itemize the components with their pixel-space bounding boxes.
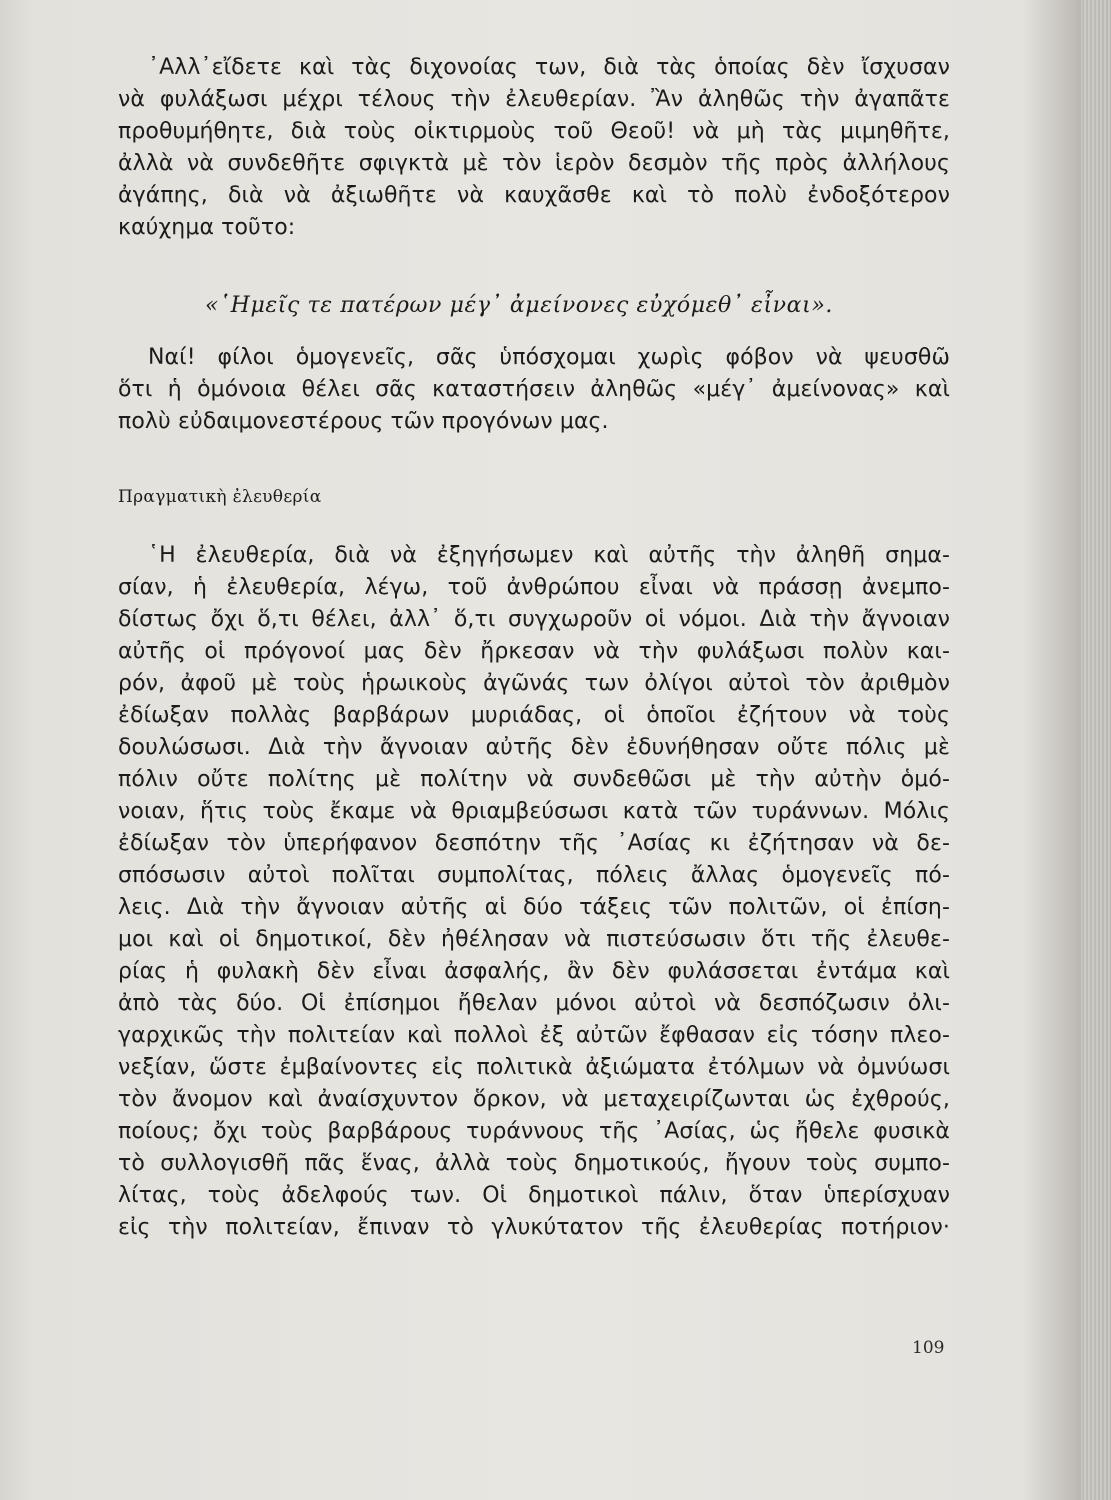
para3-line: γαρχικῶς τὴν πολιτείαν καὶ πολλοὶ ἐξ αὐτῶν ἔφθασαν εἰς τόσην πλεο- [118, 1023, 950, 1048]
para3-line: ἐδίωξαν πολλὰς βαρβάρων μυριάδας, οἱ ὁποῖοι ἐζήτουν νὰ τοὺς [118, 703, 950, 728]
para2-line: Ναί! φίλοι ὁμογενεῖς, σᾶς ὑπόσχομαι χωρὶς φόβον νὰ ψευσθῶ [148, 345, 950, 370]
para2-line: πολὺ εὐδαιμονεστέρους τῶν προγόνων μας. [118, 409, 609, 434]
para3-line: δίστως ὄχι ὅ,τι θέλει, ἀλλ᾿ ὅ,τι συγχωροῦν οἱ νόμοι. Διὰ τὴν ἄγνοιαν [118, 607, 950, 632]
para3-line: σπόσωσιν αὐτοὶ πολῖται συμπολίτας, πόλεις ἄλλας ὁμογενεῖς πό- [118, 863, 950, 888]
para1-line: ᾿Αλλ᾿εἴδετε καὶ τὰς διχονοίας των, διὰ τὰς ὁποίας δὲν ἴσχυσαν [148, 55, 950, 80]
para1-line: ἀλλὰ νὰ συνδεθῆτε σφιγκτὰ μὲ τὸν ἱερὸν δεσμὸν τῆς πρὸς ἀλλήλους [118, 151, 950, 176]
para3-line: τὸ συλλογισθῆ πᾶς ἕνας, ἀλλὰ τοὺς δημοτικούς, ἤγουν τοὺς συμπο- [118, 1151, 950, 1176]
para3-line: λίτας, τοὺς ἀδελφούς των. Οἱ δημοτικοὶ πάλιν, ὅταν ὑπερίσχυαν [118, 1183, 950, 1208]
para3-line: εἰς τὴν πολιτείαν, ἔπιναν τὸ γλυκύτατον τῆς ἐλευθερίας ποτήριον· [118, 1215, 950, 1240]
para3-line: ποίους; ὄχι τοὺς βαρβάρους τυράννους τῆς ᾿Ασίας, ὡς ἤθελε φυσικὰ [118, 1119, 950, 1144]
page-number: 109 [912, 1338, 945, 1358]
para3-line: ῾Η ἐλευθερία, διὰ νὰ ἐξηγήσωμεν καὶ αὐτῆς τὴν ἀληθῆ σημα- [148, 543, 950, 568]
para1-line: ἀγάπης, διὰ νὰ ἀξιωθῆτε νὰ καυχᾶσθε καὶ τὸ πολὺ ἐνδοξότερον [118, 183, 950, 208]
para1-line: προθυμήθητε, διὰ τοὺς οἰκτιρμοὺς τοῦ Θεοῦ! νὰ μὴ τὰς μιμηθῆτε, [118, 119, 950, 144]
para3-line: τὸν ἄνομον καὶ ἀναίσχυντον ὅρκον, νὰ μεταχειρίζωνται ὡς ἐχθρούς, [118, 1087, 950, 1112]
book-page-edge [1081, 0, 1111, 1500]
para3-line: ἀπὸ τὰς δύο. Οἱ ἐπίσημοι ἤθελαν μόνοι αὐτοὶ νὰ δεσπόζωσιν ὀλι- [118, 991, 950, 1016]
homeric-quote: «῾Ημεῖς τε πατέρων μέγ᾿ ἀμείνονες εὐχόμεθ᾿ εἶναι». [205, 293, 833, 318]
para3-line: σίαν, ἡ ἐλευθερία, λέγω, τοῦ ἀνθρώπου εἶναι νὰ πράσσῃ ἀνεμπο- [118, 575, 950, 600]
para1-line: νὰ φυλάξωσι μέχρι τέλους τὴν ἐλευθερίαν. Ἂν ἀληθῶς τὴν ἀγαπᾶτε [118, 87, 950, 112]
para3-line: μοι καὶ οἱ δημοτικοί, δὲν ἠθέλησαν νὰ πιστεύσωσιν ὅτι τῆς ἐλευθε- [118, 927, 950, 952]
para3-line: πόλιν οὔτε πολίτης μὲ πολίτην νὰ συνδεθῶσι μὲ τὴν αὐτὴν ὁμό- [118, 767, 950, 792]
para3-line: νοιαν, ἥτις τοὺς ἔκαμε νὰ θριαμβεύσωσι κατὰ τῶν τυράννων. Μόλις [118, 799, 950, 824]
para3-line: νεξίαν, ὥστε ἐμβαίνοντες εἰς πολιτικὰ ἀξιώματα ἐτόλμων νὰ ὀμνύωσι [118, 1055, 950, 1080]
para3-line: ρίας ἡ φυλακὴ δὲν εἶναι ἀσφαλής, ἂν δὲν φυλάσσεται ἐντάμα καὶ [118, 959, 950, 984]
para3-line: δουλώσωσι. Διὰ τὴν ἄγνοιαν αὐτῆς δὲν ἐδυνήθησαν οὔτε πόλις μὲ [118, 735, 950, 760]
para3-line: αὐτῆς οἱ πρόγονοί μας δὲν ἤρκεσαν νὰ τὴν φυλάξωσι πολὺν και- [118, 639, 950, 664]
para3-line: ἐδίωξαν τὸν ὑπερήφανον δεσπότην τῆς ᾿Ασίας κι ἐζήτησαν νὰ δε- [118, 831, 950, 856]
section-heading: Πραγματικὴ ἐλευθερία [118, 487, 322, 507]
para2-line: ὅτι ἡ ὁμόνοια θέλει σᾶς καταστήσειν ἀληθῶς «μέγ᾿ ἀμείνονας» καὶ [118, 377, 950, 402]
para3-line: ρόν, ἀφοῦ μὲ τοὺς ἡρωικοὺς ἀγῶνάς των ὀλίγοι αὐτοὶ τὸν ἀριθμὸν [118, 671, 950, 696]
para1-line: καύχημα τοῦτο: [118, 215, 296, 240]
para3-line: λεις. Διὰ τὴν ἄγνοιαν αὐτῆς αἱ δύο τάξεις τῶν πολιτῶν, οἱ ἐπίση- [118, 895, 950, 920]
